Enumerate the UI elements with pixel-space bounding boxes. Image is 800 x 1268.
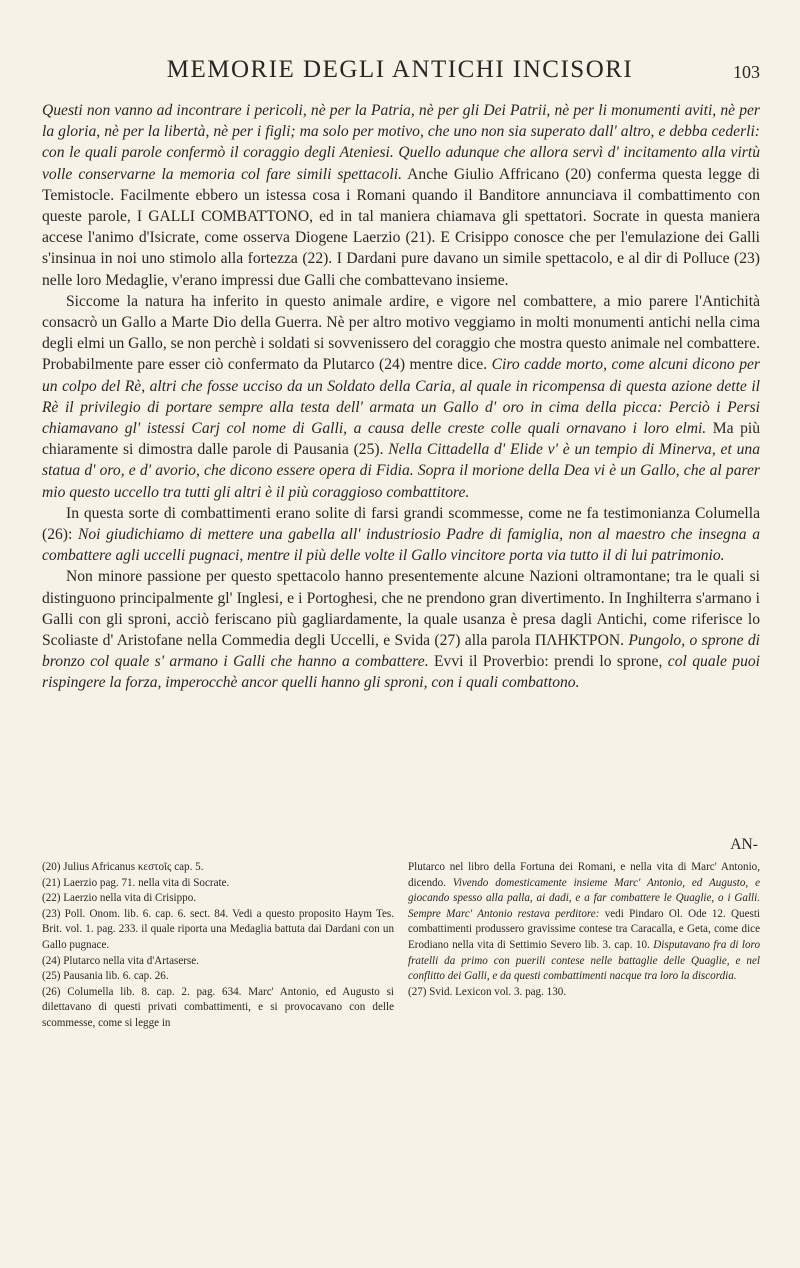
quote-italic: Nella Cittadella d' Elide v' è un tempio di Minerva, et una statua d' oro, e d' avorio, che dicono essere opera di Fidia. Sopra il morione della Dea vi è un Gallo, che al parer mio questo uccello tra tutti gli altri è il più coraggioso combattitore. <box>42 441 760 501</box>
text-run: Plutarco nel libro della Fortuna dei Romani, e nella vita di Marc' Antonio, dicendo. <box>408 861 760 889</box>
quote-italic: Pungolo, o sprone di bronzo col quale s' armano i Galli che hanno a combattere. <box>42 632 760 671</box>
page-number: 103 <box>733 62 760 82</box>
footnote-continuation <box>408 860 760 985</box>
paragraph-2 <box>42 291 760 503</box>
footnotes-left-column <box>42 860 394 1032</box>
catchword: AN- <box>730 836 758 853</box>
quote-italic: Disputavano fra di loro fratelli da primo con puerili contese nelle battaglie delle Quaglie, e nel conflitto dei Galli, e da questi combattimenti nacque tra loro la discordia. <box>408 938 760 983</box>
text-run: Evvi il Proverbio: prendi lo sprone, <box>428 653 668 671</box>
footnotes <box>42 860 760 1032</box>
text-run: In questa sorte di combattimenti erano solite di farsi grandi scommesse, come ne fa testimonianza Columella (26): <box>42 504 760 544</box>
quote-italic: Ciro cadde morto, come alcuni dicono per un colpo del Rè, altri che fosse ucciso da un Soldato della Caria, al quale in ricompensa di questa azione dette il Rè il privilegio di portare sempre alla testa dell' armata un Gallo d' oro in cima della picca: Perciò i Persi chiamavano gl' istessi Carj col nome di Galli, a causa delle creste colle quali ornavano i loro elmi. <box>42 356 760 438</box>
footnote: (22) Laerzio nella vita di Crisippo. <box>42 892 197 905</box>
main-text <box>42 100 760 694</box>
paragraph-4 <box>42 566 760 693</box>
paragraph-1 <box>42 100 760 291</box>
quote-italic: Questi non vanno ad incontrare i pericoli, nè per la Patria, nè per gli Dei Patrii, nè per li monumenti aviti, nè per la gloria, nè per la libertà, nè per i figli; ma solo per motivo, che uno non sia superato dall' altro, e debba cederli: con le quali parole confermò il coraggio degli Ateniesi. Quello adunque che allora servì d' incitamento alla virtù volle conservarne la memoria col fare simili spettacoli. <box>42 102 760 183</box>
footnote: (24) Plutarco nella vita d'Artaserse. <box>42 954 199 967</box>
quote-italic: Noi giudichiamo di mettere una gabella all' industriosio Padre di famiglia, non al maestro che insegna a combattere agli uccelli pugnaci, mentre il più delle volte il Gallo vincitore porta via tutto il di lui patrimonio. <box>42 526 761 565</box>
text-run: Non minore passione per questo spettacolo hanno presentemente alcune Nazioni oltramontane; tra le quali si distinguono principalmente gl' Inglesi, e i Portoghesi, che ne prendono gran divertimento. In Inghilterra s'armano i Galli con gli sproni, acciò feriscano più gagliardamente, la quale usanza è presa dagli Antichi, come riferisce lo Scoliaste d' Aristofane nella Commedia degli Uccelli, e Svida (27) alla parola ΠΛΗΚΤΡΟΝ. <box>42 568 760 650</box>
page-header <box>0 56 800 90</box>
footnote: (21) Laerzio pag. 71. nella vita di Socrate. <box>42 876 230 889</box>
running-title: MEMORIE DEGLI ANTICHI INCISORI <box>166 56 634 83</box>
paragraph-3 <box>42 503 760 567</box>
footnotes-right-column <box>408 860 760 1032</box>
quote-italic: col quale puoi rispingere la forza, imperocchè ancor quelli hanno gli sproni, con i quali combattono. <box>42 653 760 692</box>
quote-italic: Vivendo domesticamente insieme Marc' Antonio, ed Augusto, e giocando spesso alla palla, ai dadi, e a far combattere le Quaglie, o i Galli. Sempre Marc' Antonio restava perditore: <box>408 876 760 920</box>
footnote: (23) Poll. Onom. lib. 6. cap. 6. sect. 84. Vedi a questo proposito Haym Tes. Brit. vol. 1. pag. 233. il quale riporta una Medaglia battuta dai Dardani con un Gallo pugnace. <box>42 907 394 951</box>
footnote: (25) Pausania lib. 6. cap. 26. <box>42 970 169 983</box>
footnote: (27) Svid. Lexicon vol. 3. pag. 130. <box>408 985 567 998</box>
text-run: Anche Giulio Affricano (20) conferma questa legge di Temistocle. Facilmente ebbero un istessa cosa i Romani quando il Banditore annunciava il combattimento con queste parole, I GALLI COMBATTONO, ed in tal maniera chiamava gli spettatori. Socrate in questa maniera accese l'animo d'Isicrate, come osserva Diogene Laerzio (21). E Crisippo conosce che per l'emulazione dei Galli s'insinua in noi uno stimolo alla fortezza (22). I Dardani pure davano un simile spettacolo, e al dir di Polluce (23) nelle loro Medaglie, v'erano impressi due Galli che combattevano insieme. <box>42 165 760 289</box>
text-run: vedi Pindaro Ol. Ode 12. Questi combattimenti produssero gravissime contese tra Caracalla, e Geta, come dice Erodiano nella vita di Settimio Severo lib. 3. cap. 10. <box>408 907 760 951</box>
text-run: Siccome la natura ha inferito in questo animale ardire, e vigore nel combattere, a mio parere l'Antichità consacrò un Gallo a Marte Dio della Guerra. Nè per altro motivo veggiamo in molti monumenti antichi nella cima degli elmi un Gallo, se non perchè i soldati si sovvenissero del coraggio che mostra questo animale nel combattere. Probabilmente pare esser ciò confermato da Plutarco (24) mentre dice. <box>42 292 760 374</box>
footnote: (26) Columella lib. 8. cap. 2. pag. 634. Marc' Antonio, ed Augusto si dilettavano di questi privati combattimenti, e si provocavano con delle scommesse, come si legge in <box>42 985 394 1029</box>
text-run: Ma più chiaramente si dimostra dalle parole di Pausania (25). <box>42 420 760 459</box>
footnote: (20) Julius Africanus κεστοῖς cap. 5. <box>42 861 204 873</box>
